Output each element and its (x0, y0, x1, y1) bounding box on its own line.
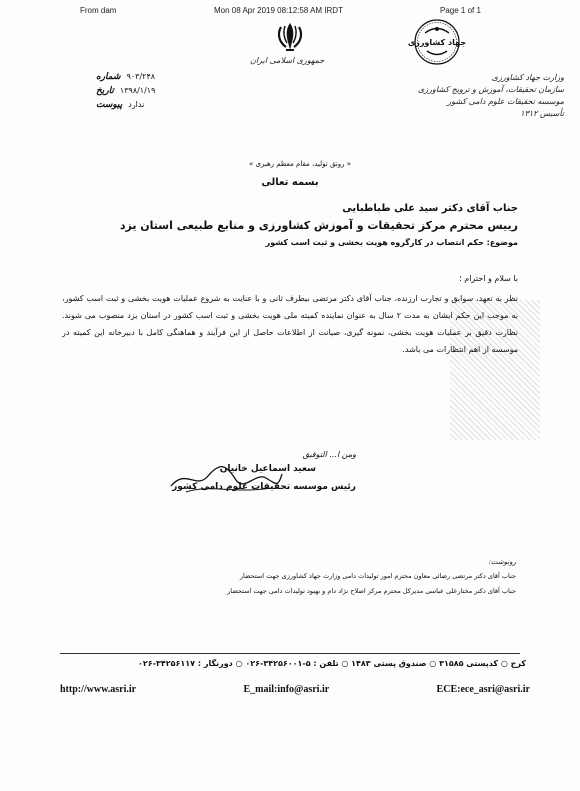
attachment-label: پیوست (96, 100, 123, 110)
number-value: ۹۰۳/۲۴۸ (126, 72, 156, 81)
email-link[interactable]: E_mail:info@asri.ir (243, 684, 330, 695)
slogan: « رونق تولید، مقام معظم رهبری » (248, 160, 352, 168)
ministry-line: تأسیس ۱۳۱۲ (520, 109, 564, 118)
jihad-logo-text: جهاد کشاورزی (407, 38, 467, 47)
cc-label: رونوشت: (488, 558, 516, 566)
number-label: شماره (96, 72, 121, 82)
addressee-name: جناب آقای دکتر سید علی طباطبایی (342, 203, 518, 214)
bismillah-heading: بسمه تعالی (261, 177, 319, 188)
scan-noise (450, 300, 540, 440)
fax-datetime: Mon 08 Apr 2019 08:12:58 AM IRDT (214, 6, 343, 15)
website-link[interactable]: http://www.asri.ir (60, 684, 137, 695)
footer-divider (60, 653, 520, 654)
addressee-title: رییس محترم مرکز تحقیقات و آموزش کشاورزی و منابع طبیعی استان یزد (119, 219, 518, 232)
footer-links (60, 684, 530, 695)
footer-address: کرج ○ کدپستی ۳۱۵۸۵ ○ صندوق پستی ۱۴۸۳ ○ تلفن : ۵-۳۴۲۵۶۰۰۱-۰۲۶ ○ دورنگار : ۳۴۲۵۶۱۱۷-۰۲۶ (138, 659, 526, 668)
letter-meta (96, 70, 186, 112)
iran-emblem-icon (272, 20, 308, 54)
greeting: با سلام و احترام ؛ (459, 274, 518, 283)
attachment-value: ندارد (128, 100, 145, 109)
letter-subject: موضوع: حکم انتصاب در کارگروه هویت بخشی و ثبت اسب کشور (265, 238, 518, 247)
date-value: ۱۳۹۸/۱/۱۹ (119, 86, 156, 95)
attachment-row (96, 98, 186, 112)
ministry-line: موسسه تحقیقات علوم دامی کشور (447, 97, 564, 106)
ministry-line: وزارت جهاد کشاورزی (491, 73, 564, 82)
signature-closing: ومن ا... التوفیق (302, 450, 356, 459)
fax-page: Page 1 of 1 (440, 6, 481, 15)
date-row (96, 84, 186, 98)
ministry-block (374, 72, 564, 120)
signature-block (126, 450, 356, 510)
jihad-logo-icon (407, 18, 467, 66)
letter-body: نظر به تعهد، سوابق و تجارب ارزنده، جناب آقای دکتر مرتضی بیطرف ثانی و با عنایت به شروع عملیات هویت بخشی و ثبت اسب کشور، به موجب این حکم ایشان به مدت ۲ سال به عنوان نماینده کمیته ملی هویت بخشی و ثبت اسب کشور در استان یزد منصوب می شوند. نظارت دقیق بر عملیات هویت بخشی، نمونه گیری، صیانت از اطلاعات حاصل از این فرآیند و هماهنگی کامل با دبیرخانه این کمیته در موسسه از اهم انتظارات می باشد. (62, 294, 518, 354)
ece-address: ECE:ece_asri@asri.ir (436, 684, 530, 695)
signatory-name: سعید اسماعیل خانیان (219, 464, 316, 474)
number-row (96, 70, 186, 84)
republic-caption: جمهوری اسلامی ایران (250, 56, 325, 65)
ministry-line: سازمان تحقیقات، آموزش و ترویج کشاورزی (417, 85, 564, 94)
date-label: تاریخ (96, 86, 114, 96)
cc-line: جناب آقای دکتر مختارعلی عباسی مدیرکل محترم مرکز اصلاح نژاد دام و بهبود تولیدات دامی جهت استحضار (227, 587, 516, 595)
cc-line: جناب آقای دکتر مرتضی رضائی معاون محترم امور تولیدات دامی وزارت جهاد کشاورزی جهت استحضار (239, 572, 516, 580)
fax-from: From dam (80, 6, 117, 15)
signatory-title: رئیس موسسه تحقیقات علوم دامی کشور (172, 482, 356, 492)
